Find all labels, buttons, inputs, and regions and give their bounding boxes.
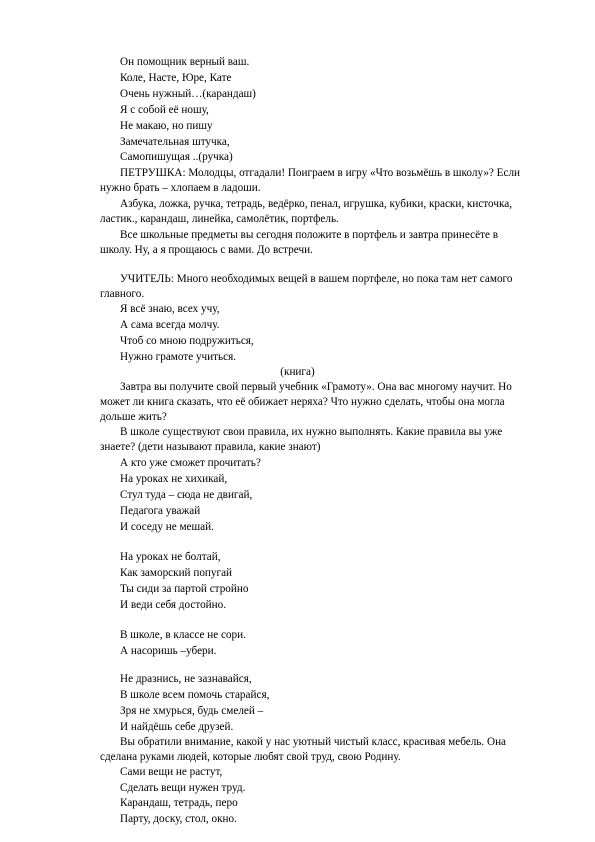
text-line: дольше жить? <box>100 411 167 423</box>
text-line: Азбука, ложка, ручка, тетрадь, ведёрко, пенал, игрушка, кубики, краски, кисточка, <box>120 198 513 210</box>
text-line: УЧИТЕЛЬ: Много необходимых вещей в вашем портфеле, но пока там нет самого <box>120 273 513 285</box>
text-line: Нужно грамоте учиться. <box>120 351 237 363</box>
text-line: Коле, Насте, Юре, Кате <box>120 72 232 84</box>
text-line: И найдёшь себе друзей. <box>120 721 234 733</box>
text-line: Очень нужный…(карандаш) <box>120 88 256 100</box>
text-line: нужно брать – хлопаем в ладоши. <box>100 182 261 194</box>
text-line: ластик., карандаш, линейка, самолётик, портфель. <box>100 213 339 225</box>
text-line: Не дразнись, не зазнавайся, <box>120 673 252 685</box>
text-line: Я с собой её ношу, <box>120 104 209 116</box>
text-line: Сделать вещи нужен труд. <box>120 782 246 794</box>
text-line: Я всё знаю, всех учу, <box>120 303 220 315</box>
text-line: Он помощник верный ваш. <box>120 56 250 68</box>
text-line: Чтоб со мною подружиться, <box>120 335 254 347</box>
text-line: Замечательная штучка, <box>120 136 230 148</box>
text-line: Стул туда – сюда не двигай, <box>120 489 253 501</box>
text-line: Не макаю, но пишу <box>120 120 213 132</box>
text-line: Все школьные предметы вы сегодня положите в портфель и завтра принесёте в <box>120 229 499 241</box>
text-line: Сами вещи не растут, <box>120 766 223 778</box>
text-line: Самопишущая ..(ручка) <box>120 151 233 163</box>
text-line: Карандаш, тетрадь, перо <box>120 797 238 809</box>
text-line: А кто уже сможет прочитать? <box>120 457 261 469</box>
text-line: Вы обратили внимание, какой у нас уютный чистый класс, красивая мебель. Она <box>120 736 507 748</box>
text-line: А сама всегда молчу. <box>120 319 220 331</box>
answer-line: (книга) <box>280 366 315 378</box>
text-line: А насоришь –убери. <box>120 645 217 657</box>
text-line: школу. Ну, а я прощаюсь с вами. До встречи. <box>100 244 313 256</box>
text-line: Завтра вы получите свой первый учебник «Грамоту». Она вас многому научит. Но <box>120 381 512 393</box>
text-line: Как заморский попугай <box>120 567 233 579</box>
text-line: главного. <box>100 288 145 300</box>
text-line: В школе, в классе не сори. <box>120 629 246 641</box>
text-line: На уроках не болтай, <box>120 551 221 563</box>
text-line: Ты сиди за партой стройно <box>120 583 249 595</box>
text-line: сделана руками людей, которые любят свой труд, свою Родину. <box>100 751 401 763</box>
text-line: И соседу не мешай. <box>120 521 214 533</box>
text-line: В школе всем помочь старайся, <box>120 689 270 701</box>
text-line: Парту, доску, стол, окно. <box>120 813 237 825</box>
text-line: ПЕТРУШКА: Молодцы, отгадали! Поиграем в игру «Что возьмёшь в школу»? Если <box>120 167 521 179</box>
text-line: В школе существуют свои правила, их нужно выполнять. Какие правила вы уже <box>120 426 503 438</box>
text-line: знаете? (дети называют правила, какие знают) <box>100 441 321 453</box>
text-line: И веди себя достойно. <box>120 599 227 611</box>
text-line: Педагога уважай <box>120 505 201 517</box>
text-line: может ли книга сказать, что её обижает неряха? Что нужно сделать, чтобы она могла <box>100 396 505 408</box>
text-line: На уроках не хихикай, <box>120 473 228 485</box>
text-line: Зря не хмурься, будь смелей – <box>120 705 264 717</box>
